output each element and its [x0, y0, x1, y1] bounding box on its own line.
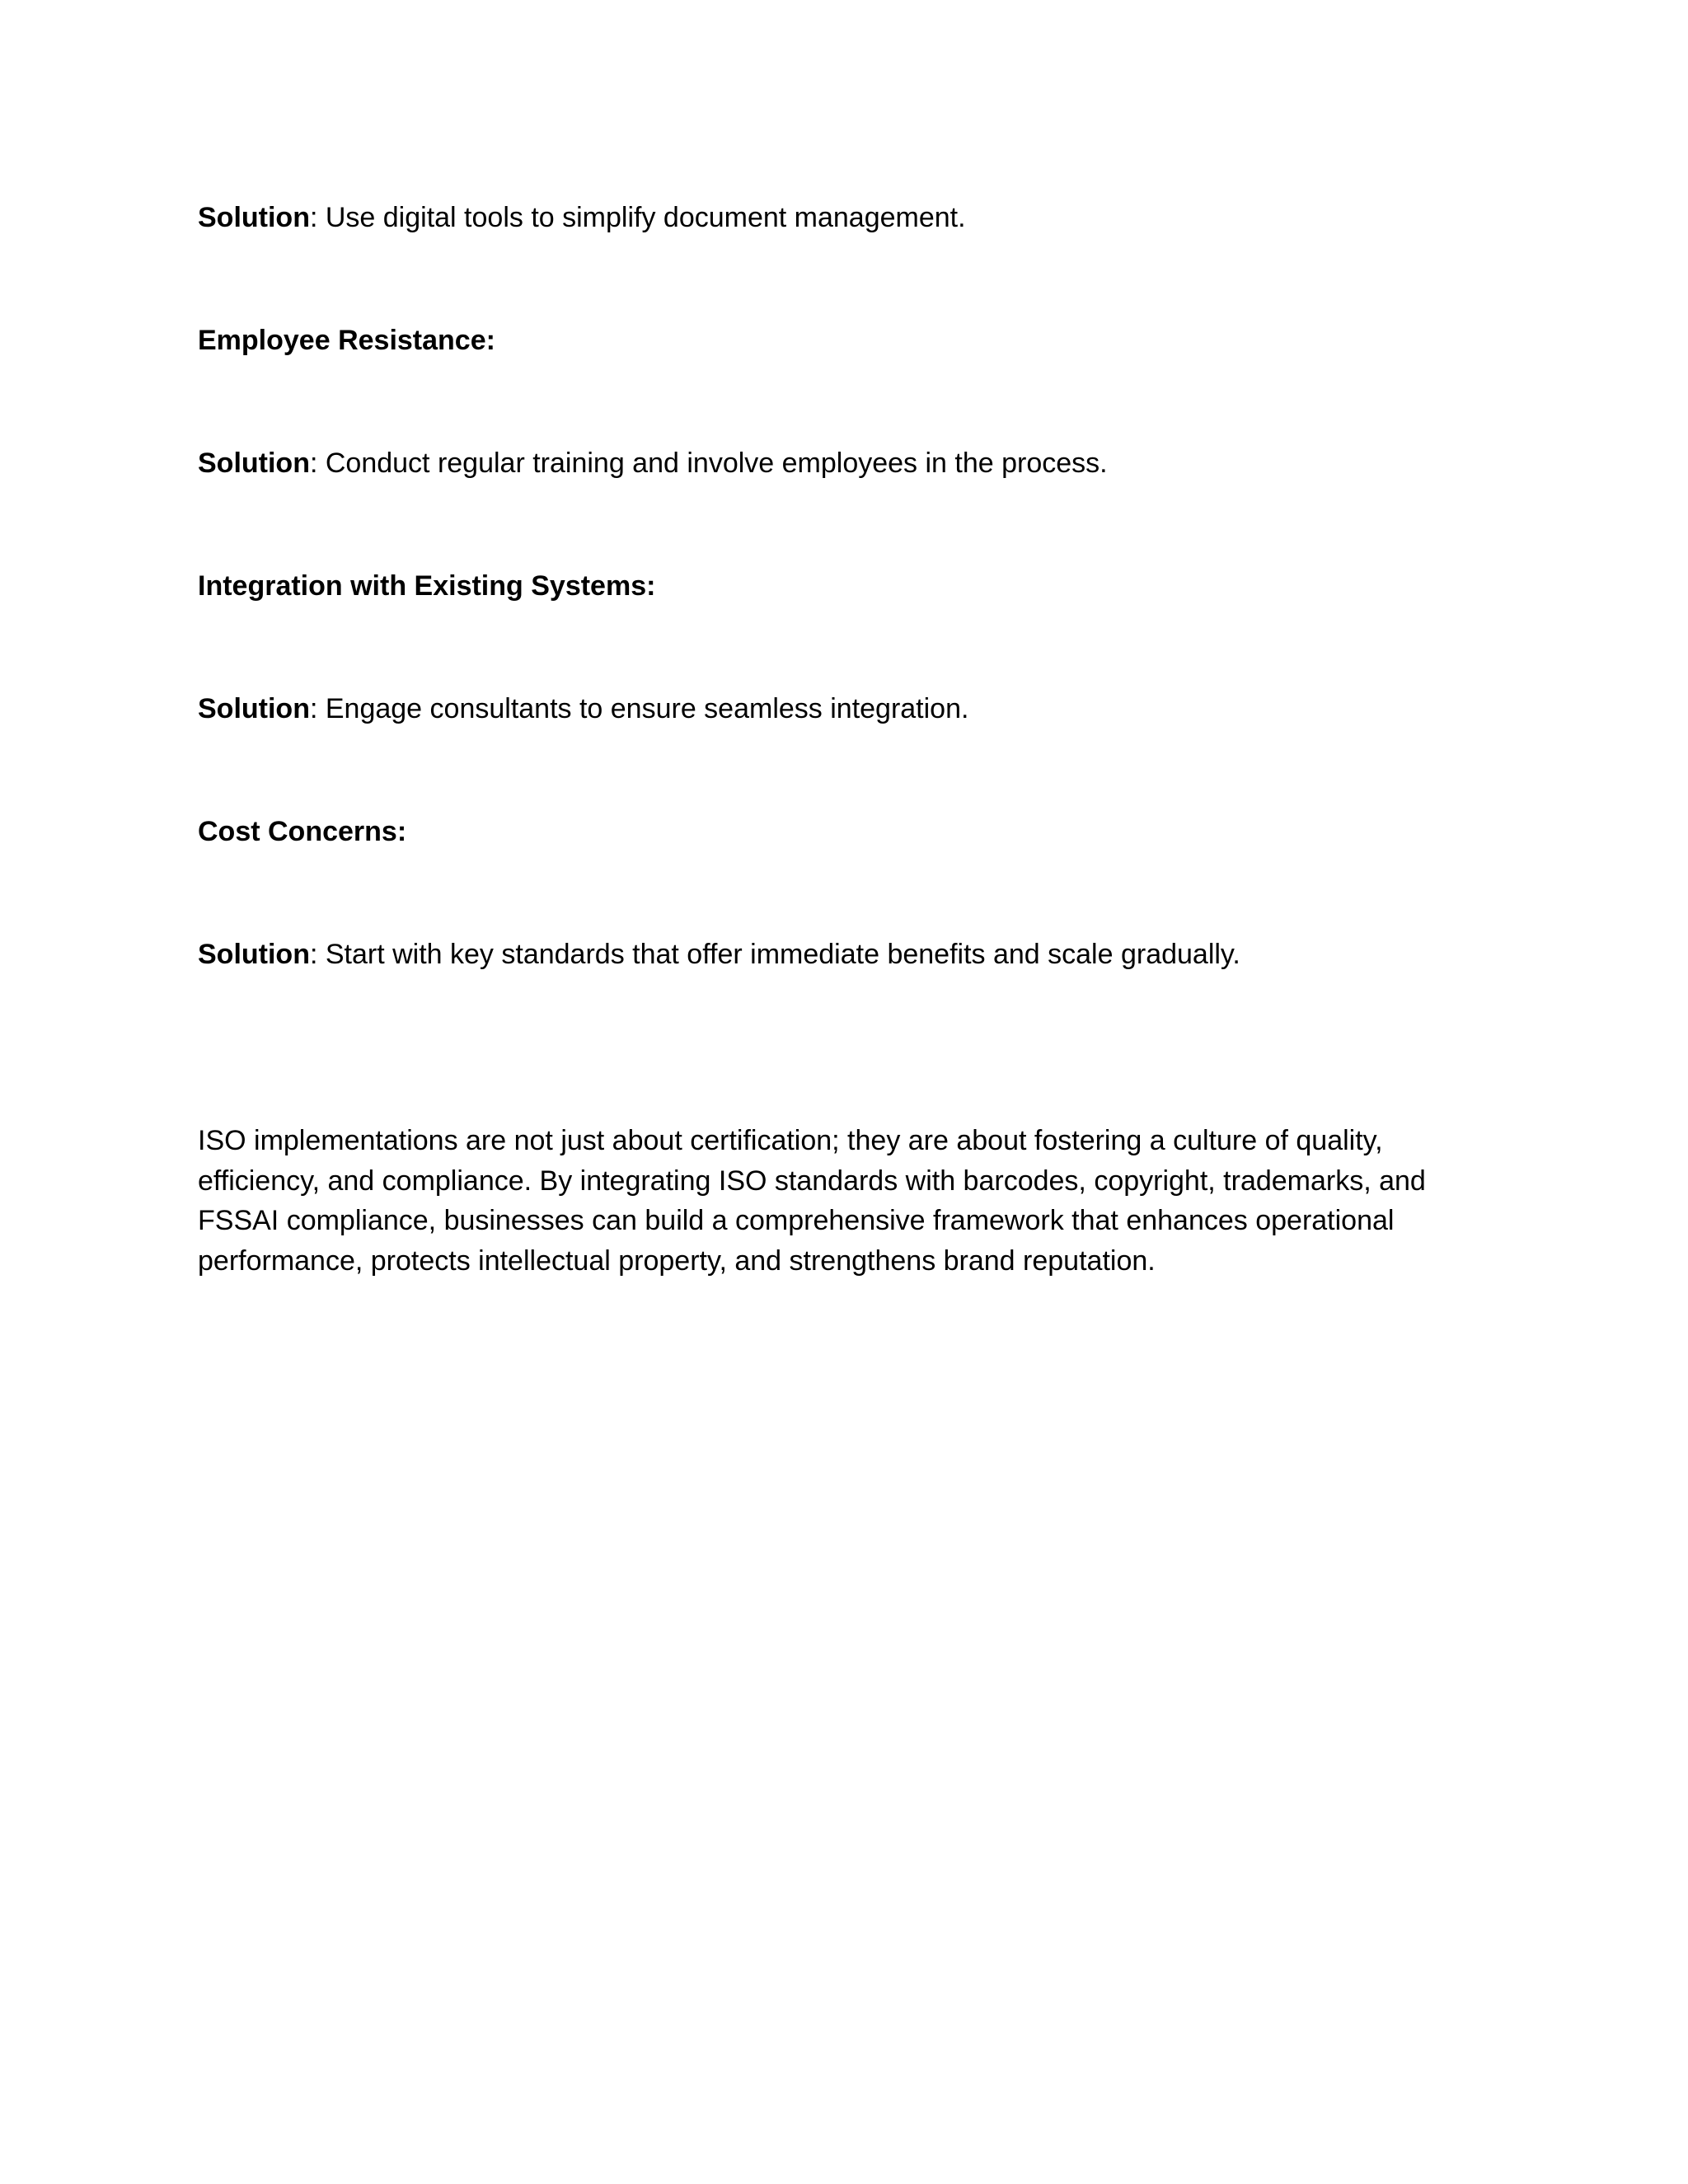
solution-text: : Use digital tools to simplify document management. — [309, 202, 966, 233]
solution-text: : Start with key standards that offer immediate benefits and scale gradually. — [309, 939, 1240, 970]
heading-employee-resistance: Employee Resistance: — [198, 325, 495, 356]
solution-label: Solution — [198, 693, 310, 724]
solution-text: : Engage consultants to ensure seamless integration. — [309, 693, 969, 724]
heading-cost-concerns: Cost Concerns: — [198, 816, 407, 847]
solution-label: Solution — [198, 448, 310, 479]
heading-integration: Integration with Existing Systems: — [198, 570, 656, 602]
solution-line-4 — [198, 935, 1240, 974]
solution-line-2 — [198, 443, 1108, 483]
solution-line-3 — [198, 689, 968, 729]
solution-text: : Conduct regular training and involve employees in the process. — [309, 448, 1108, 479]
solution-line-1 — [198, 198, 966, 237]
solution-label: Solution — [198, 202, 310, 233]
solution-label: Solution — [198, 939, 310, 970]
conclusion-paragraph: ISO implementations are not just about certification; they are about fostering a culture of quality, efficiency, and compliance. By integrating ISO standards with barcodes, copyright, trademarks, and FSSAI compliance, businesses can build a comprehensive framework that enhances operational performance, protects intellectual property, and strengthens brand reputation. — [198, 1125, 1426, 1277]
